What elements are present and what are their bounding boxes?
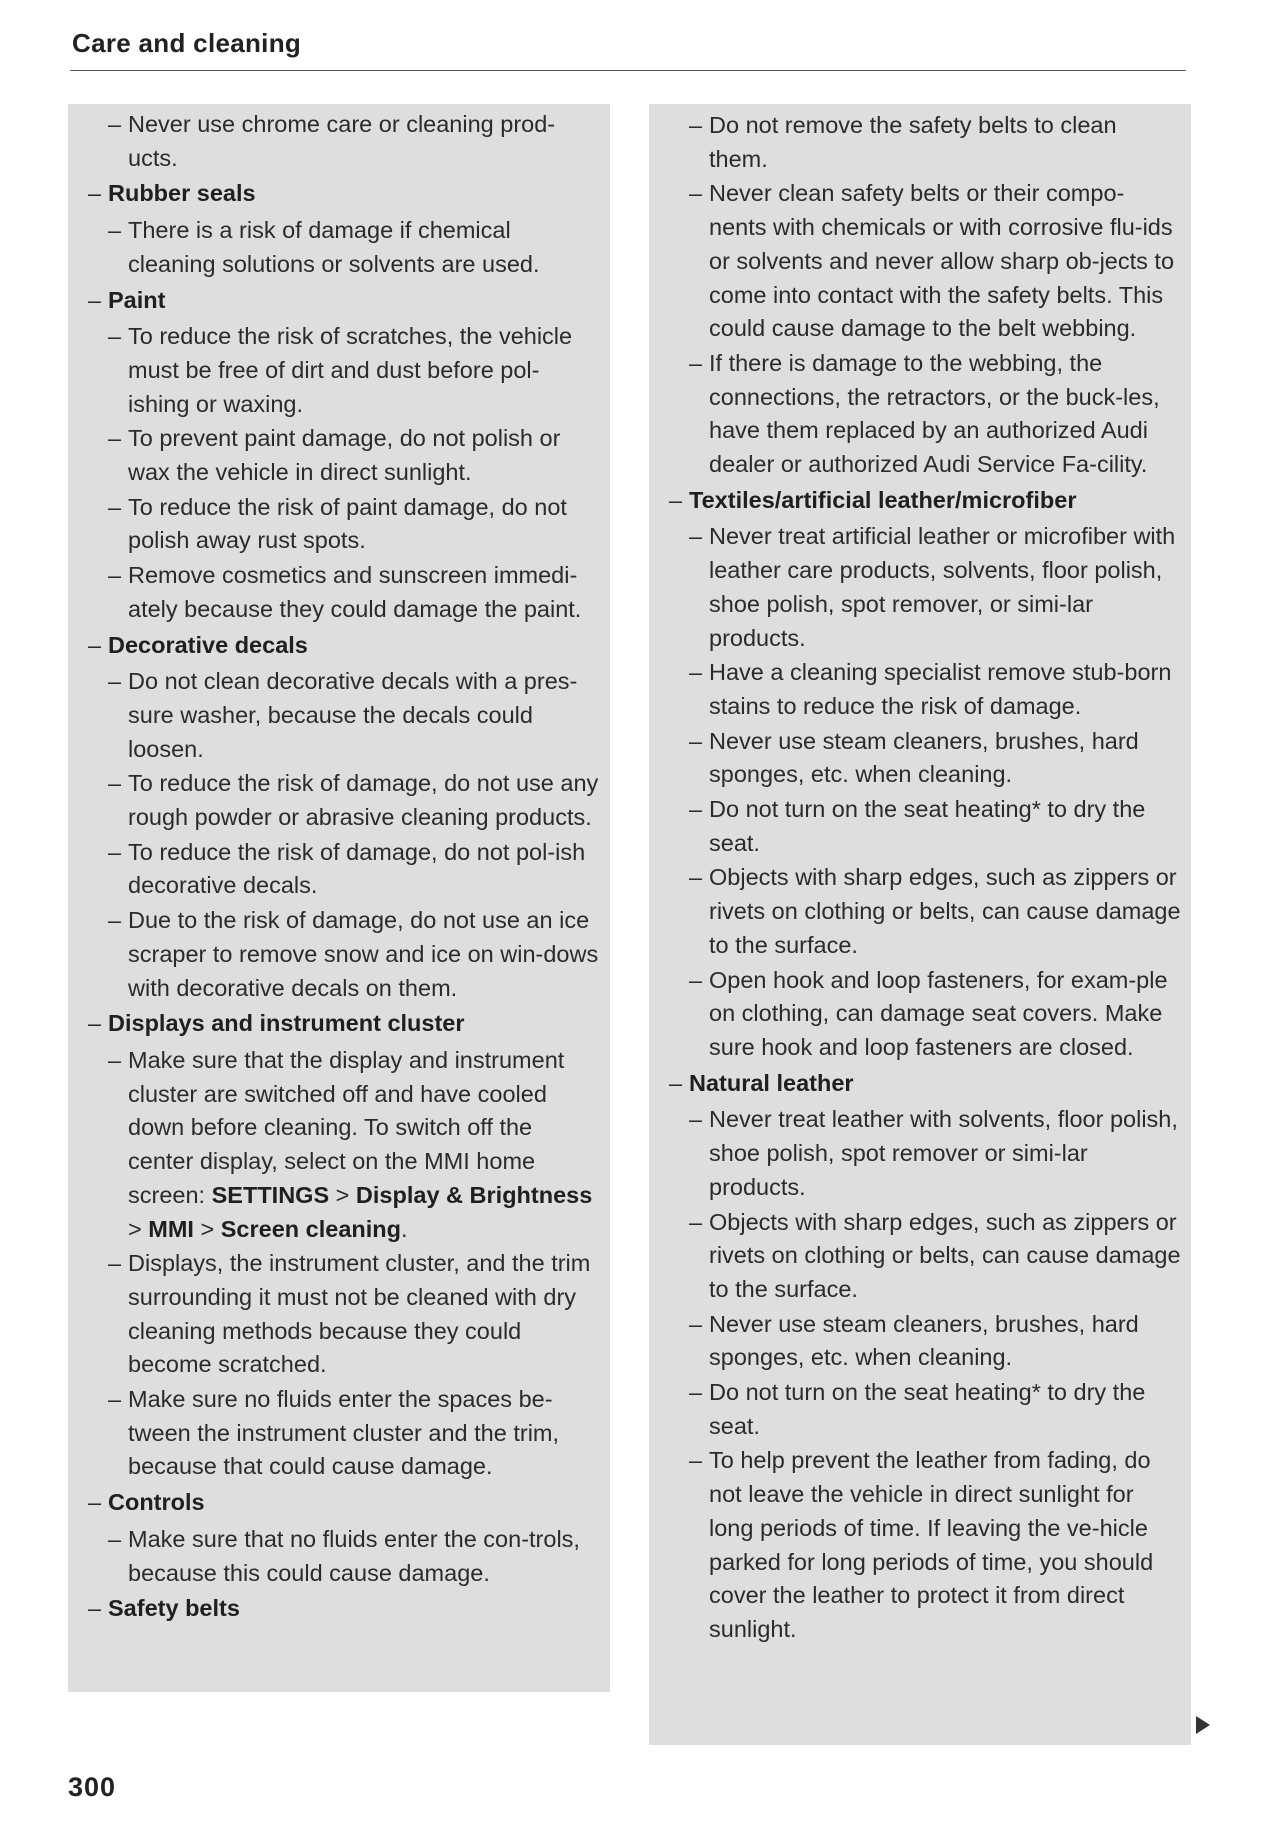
left-column	[68, 104, 610, 1692]
list-item: – Never treat leather with solvents, floor polish, shoe polish, spot remover or simi-lar products.	[689, 1106, 1178, 1200]
list-item: – Do not turn on the seat heating* to dry the seat.	[689, 1379, 1146, 1439]
list-item: – Do not remove the safety belts to clean them.	[689, 112, 1117, 172]
list-item: – Do not clean decorative decals with a pres-sure washer, because the decals could loosen.	[108, 668, 578, 762]
list-item: – Open hook and loop fasteners, for exam-ple on clothing, can damage seat covers. Make sure hook and loop fasteners are closed.	[689, 966, 1168, 1060]
list-item: – Have a cleaning specialist remove stub-born stains to reduce the risk of damage.	[689, 659, 1172, 719]
list-item: – To reduce the risk of scratches, the vehicle must be free of dirt and dust before pol-ishing or waxing.	[108, 323, 573, 417]
list-item: – Do not turn on the seat heating* to dry the seat.	[689, 796, 1146, 856]
menu-path-screen-cleaning: Screen cleaning	[220, 1215, 401, 1242]
list-item: – To help prevent the leather from fading, do not leave the vehicle in direct sunlight for long periods of time. If leaving the ve-hicle parked for long periods of time, you should cover the leather to protect it from direct sunlight.	[689, 1447, 1154, 1642]
list-item: – Displays, the instrument cluster, and the trim surrounding it must not be cleaned with dry cleaning methods because they could become scratched.	[108, 1250, 591, 1378]
section-heading-displays: – Displays and instrument cluster	[88, 1010, 465, 1037]
list-item: – To reduce the risk of damage, do not use any rough powder or abrasive cleaning products.	[108, 770, 599, 831]
list-item: – Due to the risk of damage, do not use an ice scraper to remove snow and ice on win-dows with decorative decals on them.	[108, 907, 599, 1001]
list-item: – Objects with sharp edges, such as zippers or rivets on clothing or belts, can cause damage to the surface.	[689, 1208, 1181, 1302]
header-divider	[70, 70, 1186, 71]
list-item: – If there is damage to the webbing, the connections, the retractors, or the buck-les, have them replaced by an authorized Audi dealer or authorized Audi Service Fa-cility.	[689, 349, 1160, 478]
continue-arrow-icon	[1196, 1716, 1210, 1734]
list-item: – Make sure no fluids enter the spaces be-tween the instrument cluster and the trim, because that could cause damage.	[108, 1386, 560, 1480]
list-item: – To prevent paint damage, do not polish or wax the vehicle in direct sunlight.	[108, 425, 561, 486]
list-item: – There is a risk of damage if chemical cleaning solutions or solvents are used.	[108, 217, 540, 277]
menu-path-display-brightness: Display & Brightness	[355, 1181, 593, 1208]
list-item: – Objects with sharp edges, such as zippers or rivets on clothing or belts, can cause damage to the surface.	[689, 864, 1181, 958]
list-item: – To reduce the risk of damage, do not pol-ish decorative decals.	[108, 838, 586, 899]
list-item: – Never use steam cleaners, brushes, hard sponges, etc. when cleaning.	[689, 1310, 1139, 1371]
list-item-display-cleaning: – Make sure that the display and instrument cluster are switched off and have cooled down before cleaning. To switch off the center display, select on the MMI home screen: SETTINGS > Display & Brightness > MMI > Screen cleaning.	[108, 1046, 593, 1242]
section-heading-textiles: – Textiles/artificial leather/microfiber	[669, 486, 1077, 513]
page-number: 300	[68, 1772, 117, 1802]
section-heading-controls: – Controls	[88, 1489, 205, 1516]
list-item: – To reduce the risk of paint damage, do not polish away rust spots.	[108, 493, 567, 554]
menu-path-mmi: MMI	[148, 1215, 194, 1242]
page-header-title: Care and cleaning	[72, 28, 302, 58]
section-heading-decorative-decals: – Decorative decals	[88, 631, 308, 658]
list-item: – Never treat artificial leather or microfiber with leather care products, solvents, floor polish, shoe polish, spot remover, or simi-lar products.	[689, 523, 1176, 651]
section-heading-natural-leather: – Natural leather	[669, 1069, 854, 1096]
list-item: – Remove cosmetics and sunscreen immedi-ately because they could damage the paint.	[108, 562, 582, 622]
list-item: – Never clean safety belts or their compo-nents with chemicals or with corrosive flu-ids or solvents and never allow sharp ob-jects to come into contact with the safety belts. This could cause damage to the belt webbing.	[689, 180, 1175, 342]
list-item: – Make sure that no fluids enter the con-trols, because this could cause damage.	[108, 1525, 580, 1586]
menu-path-settings: SETTINGS	[211, 1181, 330, 1208]
section-heading-safety-belts: – Safety belts	[88, 1595, 240, 1622]
right-column	[649, 104, 1191, 1745]
section-heading-paint: – Paint	[88, 286, 166, 313]
section-heading-rubber-seals: – Rubber seals	[88, 180, 256, 207]
list-item: – Never use steam cleaners, brushes, hard sponges, etc. when cleaning.	[689, 727, 1139, 788]
list-item: – Never use chrome care or cleaning prod-ucts.	[108, 111, 556, 171]
